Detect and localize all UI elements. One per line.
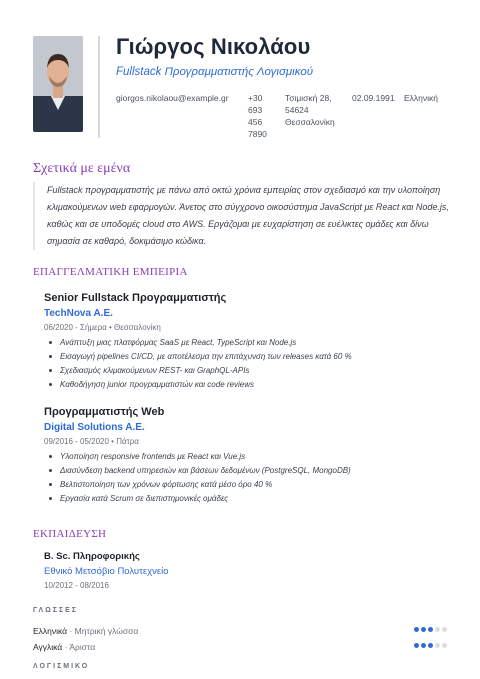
job-meta: 06/2020 - Σήμερα • Θεσσαλονίκη	[44, 323, 161, 332]
job-company: TechNova A.E.	[44, 308, 113, 319]
job-role: Fullstack Προγραμματιστής Λογισμικού	[116, 66, 314, 78]
education-school: Εθνικό Μετσόβιο Πολυτεχνείο	[44, 566, 169, 577]
contact-nationality: Ελληνική	[404, 93, 439, 103]
education-dates: 10/2012 - 08/2016	[44, 581, 109, 590]
rating-dot-filled	[428, 643, 433, 648]
about-text: Fullstack προγραμματιστής με πάνω από οκτώ χρόνια εμπειρίας στον σχεδιασμό και την υλοποίηση κλιμακούμενων web εφαρμογών. Άνετος στο σύγχρονο οικοσύστημα JavaScript με React και Node.js, καθώς και σε υποδομές cloud στο AWS. Εργάζομαι με ευχαρίστηση σε ευέλικτες ομάδες και δίνω σημασία σε καθαρό, δοκιμάσιμο κώδικα.	[33, 182, 459, 250]
job-bullet: Καθοδήγηση junior προγραμματιστών και code reviews	[44, 378, 448, 392]
software-heading: ΛΟΓΙΣΜΙΚΟ	[33, 663, 90, 670]
education-entry	[44, 551, 168, 590]
rating-dot-filled	[428, 627, 433, 632]
job-bullet: Σχεδιασμός κλιμακούμενων REST- και GraphQL-APIs	[44, 364, 448, 378]
education-degree: B. Sc. Πληροφορικής	[44, 551, 140, 562]
job-title: Προγραμματιστής Web	[44, 406, 165, 418]
job-bullet: Υλοποίηση responsive frontends με React και Vue.js	[44, 450, 448, 464]
job-entry	[44, 292, 448, 392]
language-name: Αγγλικά	[33, 642, 63, 652]
contact-birthdate: 02.09.1991	[352, 93, 395, 103]
profile-photo	[33, 36, 83, 132]
rating-dot-empty	[435, 643, 440, 648]
person-name: Γιώργος Νικολάου	[116, 34, 311, 59]
rating-dot-filled	[421, 643, 426, 648]
language-rating	[414, 627, 447, 632]
about-heading: Σχετικά με εμένα	[33, 161, 131, 176]
job-entry	[44, 406, 448, 506]
experience-heading: ΕΠΑΓΓΕΛΜΑΤΙΚΗ ΕΜΠΕΙΡΙΑ	[33, 266, 188, 278]
rating-dot-empty	[442, 627, 447, 632]
language-level: · Άριστα	[64, 642, 96, 652]
job-bullet: Διασύνδεση backend υπηρεσιών και βάσεων δεδομένων (PostgreSQL, MongoDB)	[44, 464, 448, 478]
language-row	[33, 642, 447, 652]
job-bullet: Εργασία κατά Scrum σε διεπιστημονικές ομάδες	[44, 492, 448, 506]
header-divider	[98, 36, 100, 138]
rating-dot-filled	[421, 627, 426, 632]
contact-email[interactable]: giorgos.nikolaou@example.gr	[116, 93, 229, 103]
rating-dot-filled	[414, 627, 419, 632]
job-bullet: Εισαγωγή pipelines CI/CD, με αποτέλεσμα την επιτάχυνση των releases κατά 60 %	[44, 350, 448, 364]
job-bullet: Βελτιστοποίηση των χρόνων φόρτωσης κατά μέσο όρο 40 %	[44, 478, 448, 492]
language-row	[33, 626, 447, 636]
language-rating	[414, 643, 447, 648]
job-bullets	[44, 450, 448, 506]
contact-phone[interactable]: +30 693 456 7890	[248, 93, 267, 139]
job-title: Senior Fullstack Προγραμματιστής	[44, 292, 227, 304]
job-bullets	[44, 336, 448, 392]
contact-address: Τσιμισκή 28, 54624 Θεσσαλονίκη	[285, 93, 335, 127]
languages-heading: ΓΛΩΣΣΕΣ	[33, 607, 78, 614]
education-heading: ΕΚΠΑΙΔΕΥΣΗ	[33, 528, 107, 540]
rating-dot-empty	[442, 643, 447, 648]
job-bullet: Ανάπτυξη μιας πλατφόρμας SaaS με React, TypeScript και Node.js	[44, 336, 448, 350]
job-meta: 09/2016 - 05/2020 • Πάτρα	[44, 437, 139, 446]
rating-dot-empty	[435, 627, 440, 632]
job-company: Digital Solutions A.E.	[44, 422, 145, 433]
language-level: · Μητρική γλώσσα	[69, 626, 139, 636]
rating-dot-filled	[414, 643, 419, 648]
language-name: Ελληνικά	[33, 626, 68, 636]
